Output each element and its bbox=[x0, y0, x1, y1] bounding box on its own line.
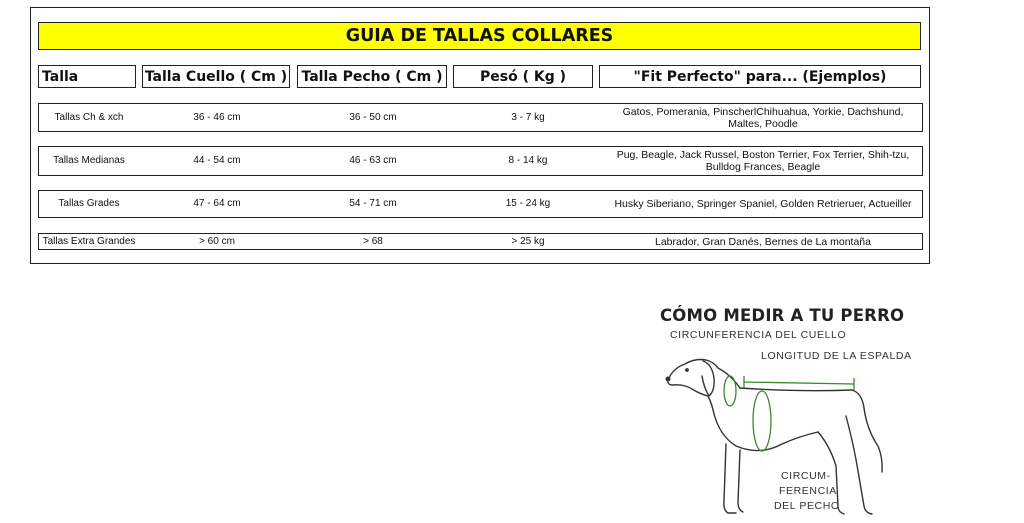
cell-weight: > 25 kg bbox=[511, 235, 545, 247]
cell-weight: 8 - 14 kg bbox=[508, 155, 548, 166]
header-neck: Talla Cuello ( Cm ) bbox=[142, 65, 290, 88]
cell-size: Tallas Grades bbox=[58, 198, 120, 209]
chest-label-line2: FERENCIA bbox=[779, 485, 837, 497]
cell-size: Tallas Extra Grandes bbox=[42, 235, 136, 247]
cell-weight: 3 - 7 kg bbox=[511, 111, 545, 123]
header-fit: "Fit Perfecto" para... (Ejemplos) bbox=[599, 65, 921, 88]
chest-label-line1: CIRCUM- bbox=[781, 470, 831, 482]
cell-fit: Gatos, Pomerania, PinscherlChihuahua, Yorkie, Dachshund, Maltes, Poodle bbox=[622, 105, 904, 130]
guide-title: GUIA DE TALLAS COLLARES bbox=[38, 22, 921, 50]
table-row bbox=[38, 190, 923, 218]
header-weight: Pesó ( Kg ) bbox=[453, 65, 593, 88]
cell-chest: 36 - 50 cm bbox=[349, 111, 397, 123]
cell-chest: > 68 bbox=[363, 235, 383, 247]
table-row bbox=[38, 146, 923, 176]
size-guide-sheet bbox=[30, 7, 930, 264]
cell-neck: > 60 cm bbox=[199, 235, 235, 247]
header-size: Talla bbox=[38, 65, 136, 88]
cell-size: Tallas Medianas bbox=[53, 155, 125, 166]
table-row bbox=[38, 233, 923, 250]
cell-weight: 15 - 24 kg bbox=[505, 198, 551, 209]
cell-chest: 54 - 71 cm bbox=[349, 198, 397, 209]
measure-title: CÓMO MEDIR A TU PERRO bbox=[660, 306, 905, 325]
cell-fit: Labrador, Gran Danés, Bernes de La montaña bbox=[655, 235, 871, 248]
cell-fit: Husky Siberiano, Springer Spaniel, Golden Retrieruer, Actueiller bbox=[614, 198, 912, 210]
cell-neck: 44 - 54 cm bbox=[193, 155, 241, 166]
cell-fit: Pug, Beagle, Jack Russel, Boston Terrier, Fox Terrier, Shih-tzu, Bulldog Frances, Beagle bbox=[616, 149, 910, 173]
neck-label: CIRCUNFERENCIA DEL CUELLO bbox=[670, 329, 847, 341]
table-row bbox=[38, 103, 923, 132]
cell-neck: 36 - 46 cm bbox=[193, 111, 241, 123]
how-to-measure-illustration bbox=[640, 296, 930, 523]
header-chest: Talla Pecho ( Cm ) bbox=[297, 65, 447, 88]
back-label: LONGITUD DE LA ESPALDA bbox=[761, 350, 912, 362]
cell-neck: 47 - 64 cm bbox=[193, 198, 241, 209]
cell-size: Tallas Ch & xch bbox=[54, 111, 124, 123]
cell-chest: 46 - 63 cm bbox=[349, 155, 397, 166]
chest-label-line3: DEL PECHO bbox=[774, 500, 840, 512]
